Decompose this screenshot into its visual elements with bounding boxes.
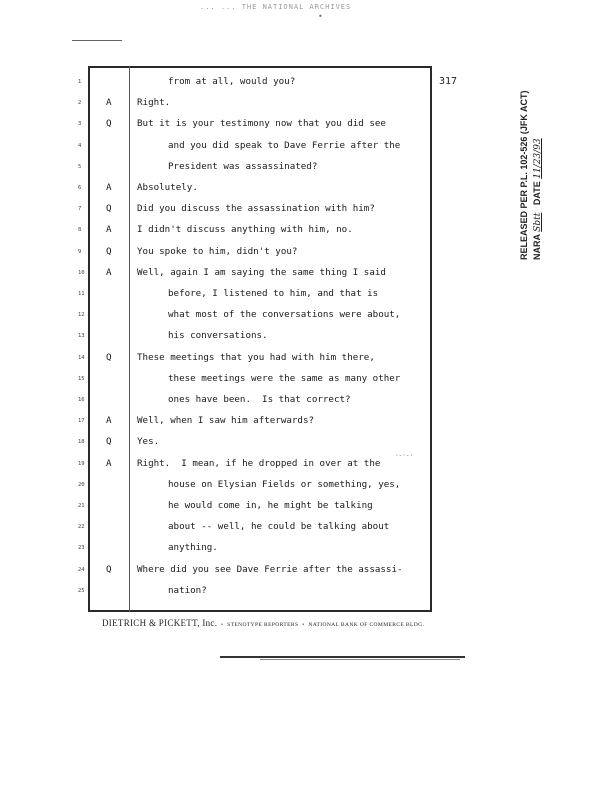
testimony-text: anything. (168, 542, 218, 554)
testimony-text: his conversations. (168, 330, 268, 342)
transcript-line (0, 309, 612, 323)
testimony-text: Right. (137, 97, 171, 109)
line-number: 4 (78, 142, 82, 149)
testimony-text: Absolutely. (137, 182, 198, 193)
testimony-text: I didn't discuss anything with him, no. (137, 224, 353, 236)
line-number: 7 (78, 206, 82, 213)
transcript-line (0, 521, 612, 535)
testimony-text: Where did you see Dave Ferrie after the assassi- (137, 563, 403, 575)
nara-label: NARA (532, 234, 542, 260)
line-number: 22 (78, 524, 85, 531)
transcript-line (0, 458, 612, 472)
testimony-text: Well, again I am saying the same thing I said (137, 266, 386, 278)
line-number: 18 (78, 439, 85, 446)
testimony-text: Yes. (137, 436, 160, 448)
speaker-label: Q (106, 245, 112, 257)
page-number: 317 (439, 76, 458, 87)
footer-address: NATIONAL BANK OF COMMERCE BLDG. (308, 622, 425, 628)
speaker-label: Q (106, 203, 112, 215)
date-value: 11/23/93 (533, 138, 543, 179)
line-number: 15 (78, 375, 85, 382)
transcript-line (0, 352, 612, 366)
testimony-text: ones have been. Is that correct? (168, 394, 351, 405)
archive-header-text: ... ... THE NATIONAL ARCHIVES (200, 3, 352, 11)
testimony-text: Well, when I saw him afterwards? (137, 415, 315, 427)
line-number: 11 (78, 291, 85, 297)
speaker-label: Q (106, 118, 112, 130)
line-number: 9 (78, 248, 82, 255)
testimony-text: These meetings that you had with him there, (137, 351, 375, 363)
speaker-label: A (106, 224, 112, 236)
transcript-line (0, 288, 612, 302)
line-number: 21 (78, 503, 85, 509)
transcript-line (0, 436, 612, 450)
testimony-text: President was assassinated? (168, 160, 318, 172)
transcript-line (0, 542, 612, 556)
line-number: 23 (78, 545, 85, 552)
testimony-text: he would come in, he might be talking (168, 500, 373, 511)
top-rule (72, 40, 122, 41)
testimony-text: house on Elysian Fields or something, yes, (168, 478, 401, 490)
testimony-text: before, I listened to him, and that is (168, 288, 379, 299)
line-number: 24 (78, 566, 85, 573)
speaker-label: A (106, 457, 112, 469)
line-number: 19 (78, 460, 85, 467)
footer-firm: DIETRICH & PICKETT, Inc. (102, 618, 218, 628)
testimony-text: nation? (168, 584, 207, 596)
transcript-line (0, 479, 612, 493)
speaker-label: Q (106, 436, 112, 448)
testimony-text: these meetings were the same as many other (168, 372, 401, 384)
transcript-line (0, 585, 612, 599)
transcript-line (0, 415, 612, 429)
speaker-label: A (106, 97, 112, 109)
testimony-text: Right. I mean, if he dropped in over at the (137, 457, 381, 469)
speaker-label: A (106, 182, 112, 193)
line-number: 14 (78, 354, 85, 361)
testimony-text: Did you discuss the assassination with him? (137, 203, 375, 215)
bottom-rule (220, 656, 465, 658)
footer-service: STENOTYPE REPORTERS (227, 622, 299, 628)
reporter-footer: DIETRICH & PICKETT, Inc. • STENOTYPE REPORTERS • NATIONAL BANK OF COMMERCE BLDG. (102, 618, 425, 628)
release-stamp-line1: RELEASED PER P.L. 102-526 (JFK ACT) (519, 90, 529, 260)
date-label: DATE (532, 181, 542, 206)
line-number: 16 (78, 397, 85, 403)
line-number: 1 (78, 79, 82, 85)
testimony-text: what most of the conversations were about, (168, 309, 401, 321)
scan-speck: ·-·-· (395, 452, 414, 459)
line-number: 25 (78, 587, 85, 594)
bottom-rule-secondary (260, 659, 460, 660)
line-number: 3 (78, 121, 82, 128)
transcript-line (0, 564, 612, 578)
testimony-text: from at all, would you? (168, 76, 296, 87)
line-number: 12 (78, 312, 85, 319)
testimony-text: But it is your testimony now that you did see (137, 118, 386, 130)
speaker-label: A (106, 266, 112, 278)
speaker-label: Q (106, 563, 112, 575)
line-number: 20 (78, 481, 85, 488)
transcript-line (0, 394, 612, 408)
line-number: 6 (78, 185, 82, 191)
line-number: 17 (78, 418, 85, 425)
testimony-text: and you did speak to Dave Ferrie after the (168, 139, 401, 151)
testimony-text: about -- well, he could be talking about (168, 521, 390, 533)
speaker-label: Q (106, 351, 112, 363)
line-number: 8 (78, 227, 82, 234)
nara-initials: Sbtt (533, 212, 543, 232)
line-number: 5 (78, 163, 82, 170)
speaker-label: A (106, 415, 112, 427)
transcript-line (0, 330, 612, 344)
line-number: 2 (78, 100, 82, 107)
line-number: 10 (78, 269, 85, 276)
header-mark: • (318, 12, 323, 21)
line-number: 13 (78, 333, 85, 340)
transcript-line (0, 500, 612, 514)
release-stamp (484, 70, 543, 270)
testimony-text: You spoke to him, didn't you? (137, 245, 298, 257)
transcript-line (0, 373, 612, 387)
